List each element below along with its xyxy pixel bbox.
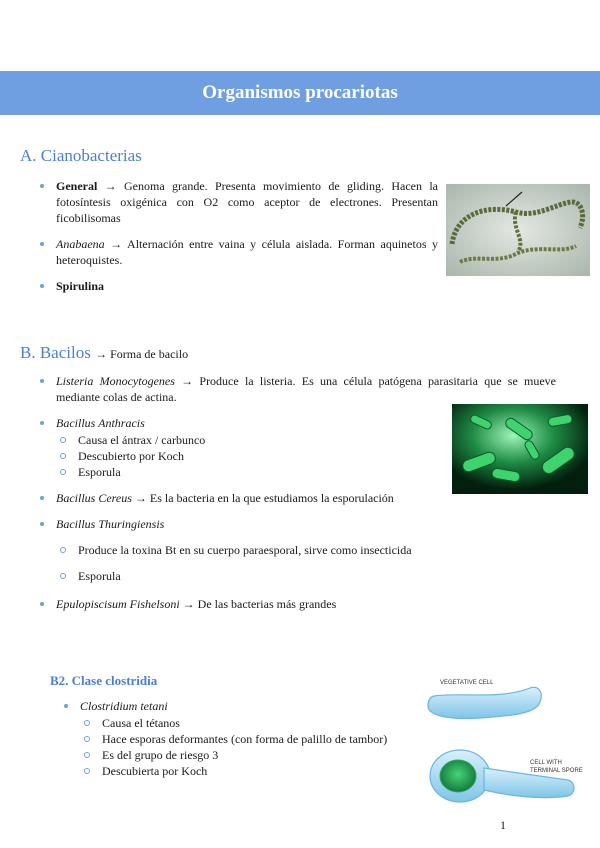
sub-item: Causa el tétanos xyxy=(80,715,422,731)
bacilli-image xyxy=(452,404,588,494)
section-b-subtitle: → Forma de bacilo xyxy=(95,347,189,361)
list-item xyxy=(38,236,438,268)
item-text: Genoma grande. Presenta movimiento de gliding. Hacen la fotosíntesis oxigénica con O2 como aceptor de electrones. Presentan ficobilisomas xyxy=(56,179,438,225)
sub-item: Esporula xyxy=(56,464,438,480)
label-spore-1: CELL WITH xyxy=(530,760,562,766)
list-item xyxy=(38,278,438,294)
section-b-list-top xyxy=(38,373,556,405)
arrow: → xyxy=(182,597,195,611)
sub-item: Descubierto por Koch xyxy=(56,448,438,464)
sub-item: Es del grupo de riesgo 3 xyxy=(80,747,422,763)
arrow: → xyxy=(104,179,117,193)
label-spore-2: TERMINAL SPORE xyxy=(530,768,583,774)
list-item xyxy=(38,415,438,480)
item-text: Es la bacteria en la que estudiamos la esporulación xyxy=(149,491,394,505)
item-text: Alternación entre vaina y célula aislada. Forman aquinetos y heteroquistes. xyxy=(56,237,439,267)
list-item xyxy=(38,596,438,612)
sub-item: Causa el ántrax / carbunco xyxy=(56,432,438,448)
spore-diagram xyxy=(420,672,590,812)
arrow: → xyxy=(110,237,123,251)
item-label: Spirulina xyxy=(56,279,105,293)
item-label: Clostridium tetani xyxy=(80,699,168,713)
title-banner xyxy=(0,71,600,115)
sub-list xyxy=(56,432,438,480)
item-text: De las bacterias más grandes xyxy=(197,597,337,611)
section-a-heading: A. Cianobacterias xyxy=(20,146,142,165)
list-item xyxy=(38,373,556,405)
page-number: 1 xyxy=(500,818,506,832)
section-b-heading xyxy=(20,343,188,363)
section-b-list xyxy=(38,415,438,612)
page-title: Organismos procariotas xyxy=(202,82,398,103)
section-b2-heading: B2. Clase clostridia xyxy=(50,673,158,688)
item-label: General xyxy=(56,179,98,193)
item-label: Bacillus Thuringiensis xyxy=(56,517,165,531)
item-label: Bacillus Anthracis xyxy=(56,416,145,430)
cyanobacteria-image xyxy=(446,184,590,276)
item-text: Produce la listeria. Es una célula patógena parasitaria que se mueve mediante colas de actina. xyxy=(56,374,557,404)
sub-item: Esporula xyxy=(56,568,438,584)
list-item xyxy=(38,516,438,584)
item-label: Listeria Monocytogenes xyxy=(56,374,175,388)
section-b2-list xyxy=(62,698,422,779)
arrow: → xyxy=(134,491,147,505)
list-item xyxy=(38,178,438,226)
sub-list xyxy=(80,715,422,779)
sub-list xyxy=(56,542,438,584)
item-label: Epulopiscisum Fishelsoni xyxy=(56,597,180,611)
sub-item: Descubierta por Koch xyxy=(80,763,422,779)
section-b-title: B. Bacilos xyxy=(20,343,91,362)
arrow: → xyxy=(181,374,194,388)
item-label: Anabaena xyxy=(56,237,105,251)
list-item xyxy=(38,490,438,506)
item-label: Bacillus Cereus xyxy=(56,491,132,505)
list-item xyxy=(62,698,422,779)
section-a-list xyxy=(38,178,438,294)
sub-item: Produce la toxina Bt en su cuerpo paraesporal, sirve como insecticida xyxy=(56,542,438,558)
label-vegetative: VEGETATIVE CELL xyxy=(440,680,494,686)
sub-item: Hace esporas deformantes (con forma de palillo de tambor) xyxy=(80,731,422,747)
